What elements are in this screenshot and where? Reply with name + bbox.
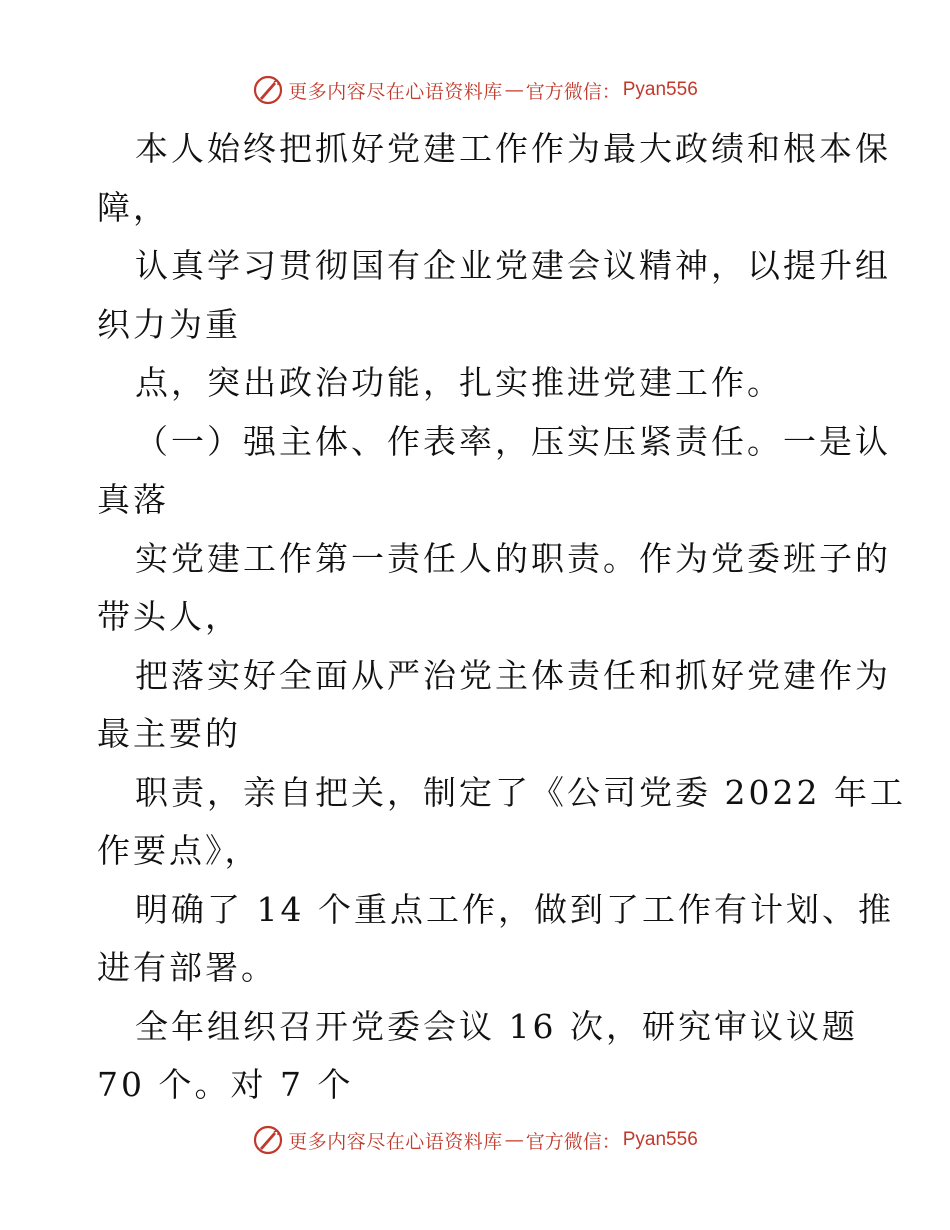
text-line: 带头人， bbox=[97, 597, 241, 636]
quill-logo-icon bbox=[252, 74, 284, 106]
footer-banner bbox=[0, 1120, 950, 1160]
text-line: 障， bbox=[97, 187, 169, 227]
text-line: 真落 bbox=[97, 480, 169, 519]
header-banner bbox=[0, 70, 950, 110]
banner-wechat-id: Pyan556 bbox=[622, 79, 698, 100]
banner-wechat-label: 官方微信： bbox=[525, 1130, 621, 1153]
document-body bbox=[97, 120, 906, 1115]
text-line: 最主要的 bbox=[97, 714, 241, 753]
text-line: 进有部署。 bbox=[97, 948, 277, 987]
banner-wechat-id: Pyan556 bbox=[622, 1129, 698, 1150]
text-line: 认真学习贯彻国有企业党建会议精神，以提升组 bbox=[135, 246, 891, 285]
quill-logo-icon bbox=[252, 1124, 284, 1156]
banner-wechat-label: 官方微信： bbox=[525, 80, 621, 103]
text-line: 织力为重 bbox=[97, 304, 241, 344]
text-line: 作要点》， bbox=[97, 831, 261, 870]
text-line: （一）强主体、作表率，压实压紧责任。一是认 bbox=[135, 421, 891, 461]
banner-title: 更多内容尽在心语资料库 bbox=[288, 80, 503, 103]
text-line: 本人始终把抓好党建工作作为最大政绩和根本保 bbox=[135, 129, 891, 168]
text-line: 明确了 14 个重点工作，做到了工作有计划、推 bbox=[135, 889, 894, 929]
text-line: 点，突出政治功能，扎实推进党建工作。 bbox=[135, 363, 783, 402]
banner-separator: — bbox=[504, 1129, 524, 1151]
text-line: 70 个。对 7 个 bbox=[97, 1065, 354, 1104]
text-line: 全年组织召开党委会议 16 次，研究审议议题 bbox=[135, 1006, 858, 1046]
text-line: 实党建工作第一责任人的职责。作为党委班子的 bbox=[135, 538, 891, 578]
banner-title: 更多内容尽在心语资料库 bbox=[288, 1130, 503, 1153]
banner-separator: — bbox=[504, 79, 524, 101]
text-line: 职责，亲自把关，制定了《公司党委 2022 年工 bbox=[135, 772, 906, 812]
text-line: 把落实好全面从严治党主体责任和抓好党建作为 bbox=[135, 655, 891, 695]
